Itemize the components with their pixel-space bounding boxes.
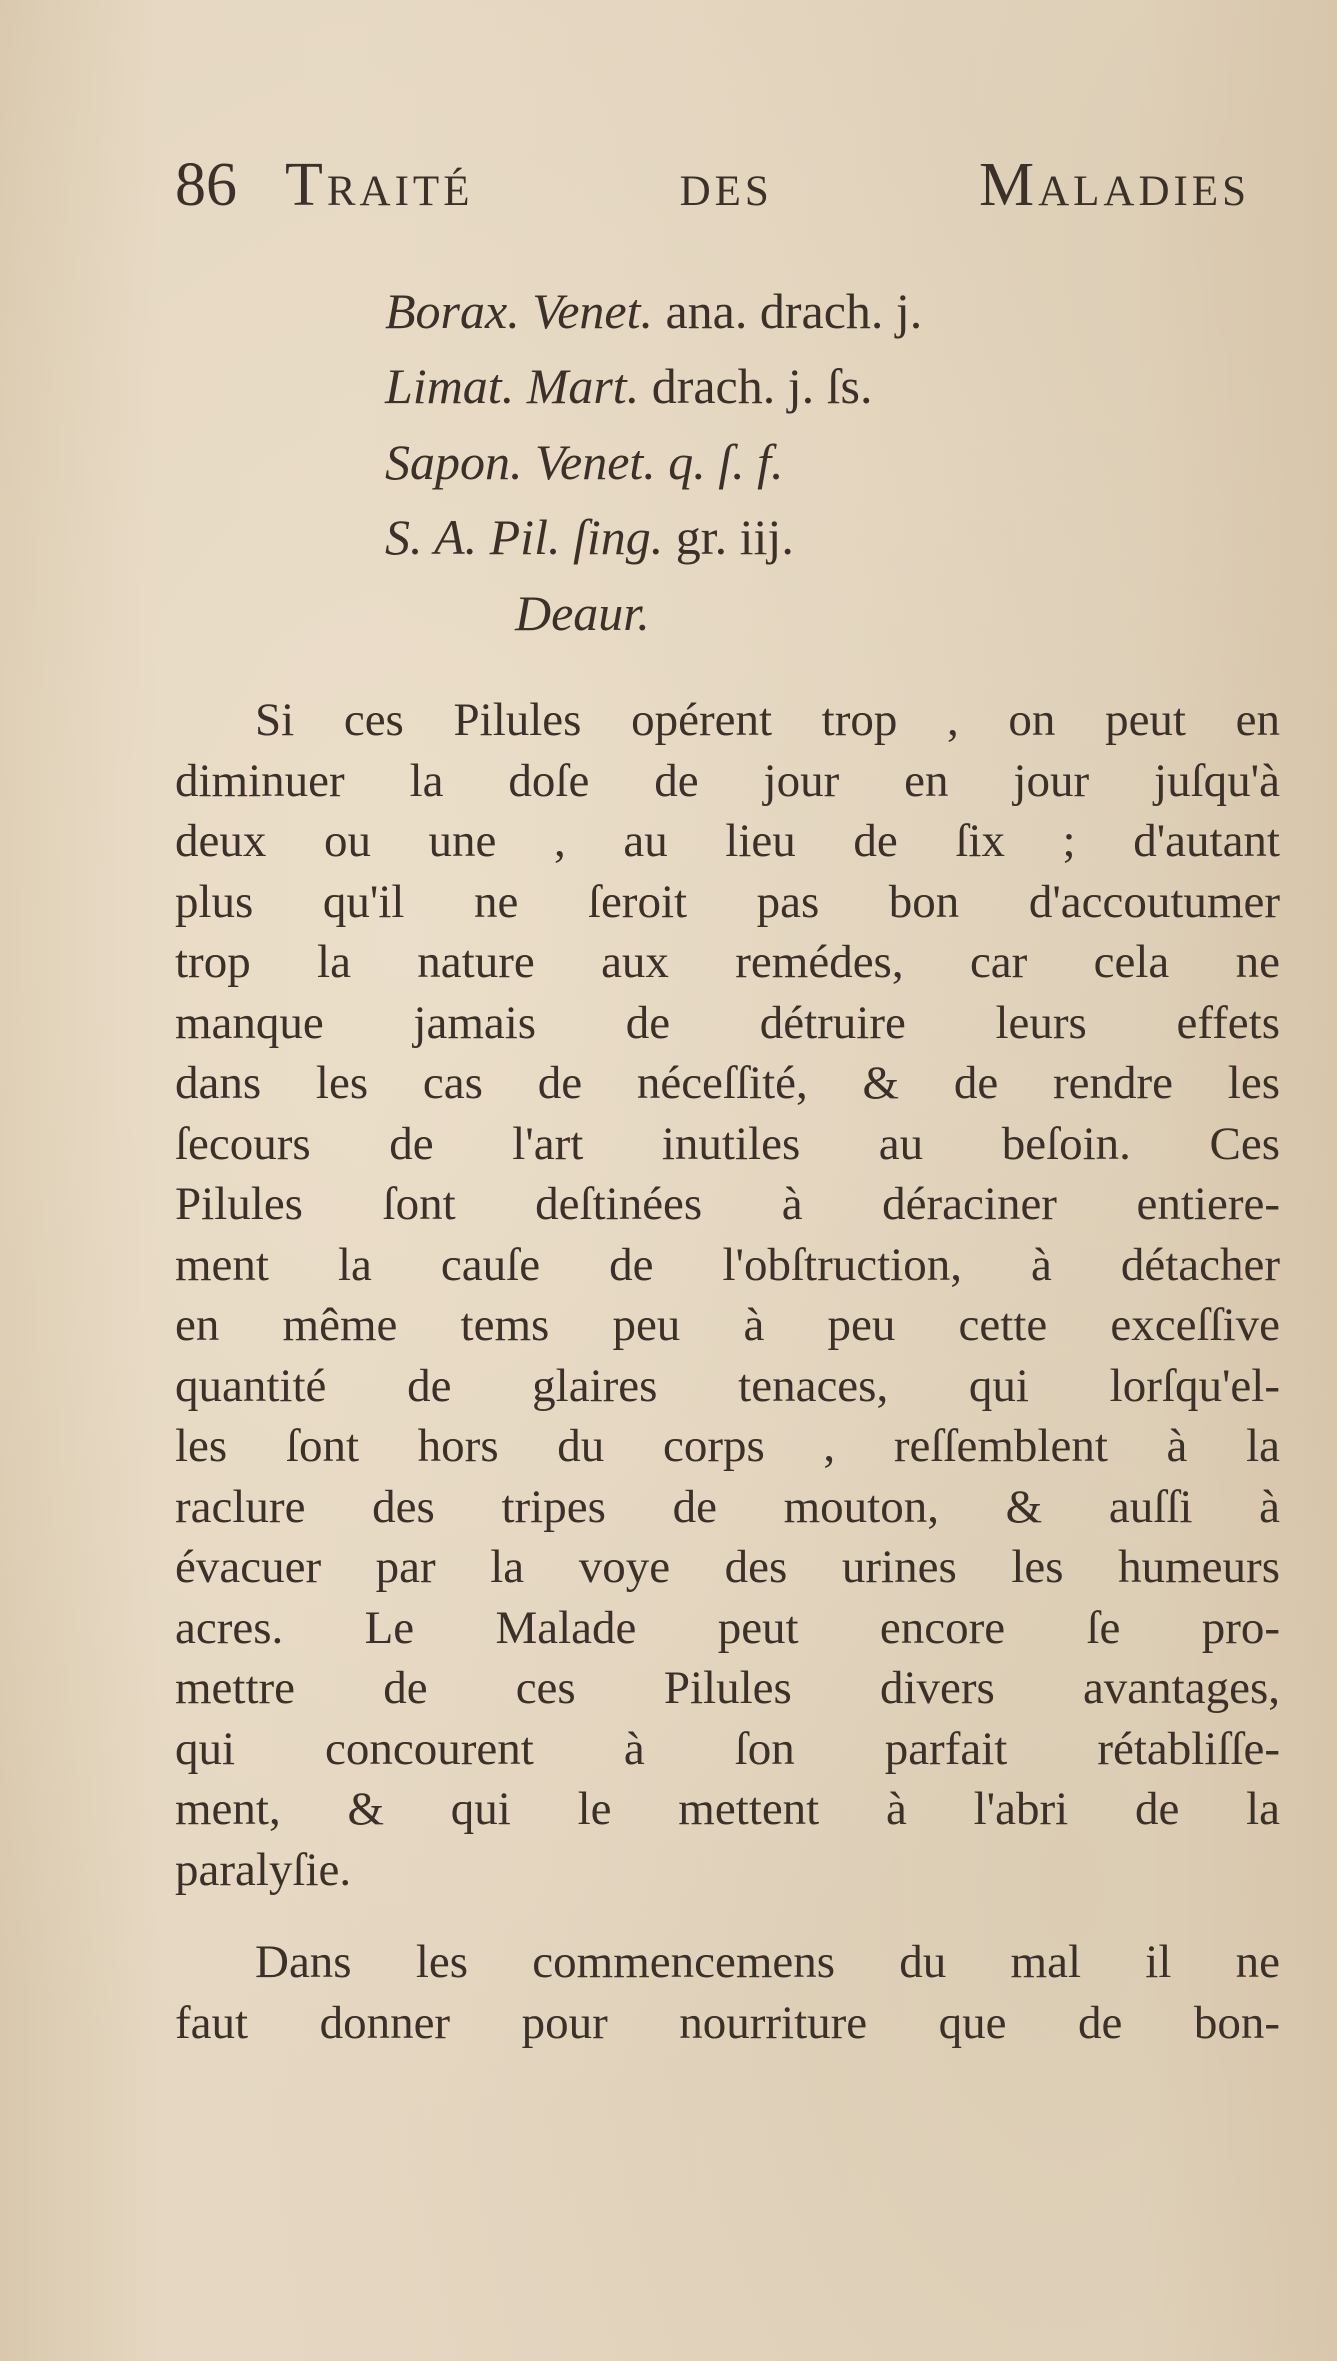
text-line: évacuer par la voye des urines les humeurs [175, 1541, 1280, 1593]
paragraph [175, 690, 1280, 1900]
text-line: manque jamais de détruire leurs effets [175, 996, 1280, 1049]
text-line: mettre de ces Pilules divers avantages, [175, 1662, 1280, 1714]
text-line: Dans les commencemens du mal il ne [255, 1936, 1280, 1988]
recipe-ingredient: Borax. Venet. [385, 283, 653, 339]
text-line: acres. Le Malade peut encore ſe pro- [175, 1601, 1280, 1654]
text-line: quantité de glaires tenaces, qui lorſqu'el- [175, 1359, 1280, 1412]
page-number: 86 [175, 151, 237, 219]
text-line: Pilules ſont deſtinées à déraciner entiere- [175, 1178, 1280, 1230]
recipe-ingredient: S. A. Pil. ſing. [385, 509, 664, 565]
body-text [175, 690, 1280, 2053]
text-line: trop la nature aux remédes, car cela ne [175, 936, 1280, 988]
text-line: en même tems peu à peu cette exceſſive [175, 1299, 1280, 1351]
text-line: dans les cas de néceſſité, & de rendre les [175, 1057, 1280, 1109]
text-line: Si ces Pilules opérent trop , on peut en [255, 694, 1280, 746]
recipe-dose: ana. drach. j. [652, 283, 923, 339]
recipe-line [385, 433, 784, 491]
text-line: raclure des tripes de mouton, & auſſi à [175, 1480, 1280, 1533]
recipe-line [385, 282, 922, 340]
text-line: ment la cauſe de l'obſtruction, à détacher [175, 1238, 1280, 1291]
recipe-ingredient: Sapon. Venet. q. ſ. f. [385, 434, 784, 490]
text-line: plus qu'il ne ſeroit pas bon d'accoutumer [175, 875, 1280, 928]
recipe-line [515, 584, 650, 642]
paragraph [175, 1932, 1280, 2053]
text-line: diminuer la doſe de jour en jour juſqu'à [175, 754, 1280, 807]
recipe-ingredient: Limat. Mart. [385, 358, 640, 414]
text-line: ſecours de l'art inutiles au beſoin. Ces [175, 1117, 1280, 1170]
text-line: deux ou une , au lieu de ſix ; d'autant [175, 815, 1280, 867]
running-header [175, 150, 1250, 221]
text-line: paralyſie. [175, 1843, 352, 1896]
text-line: les ſont hors du corps , reſſemblent à la [175, 1420, 1280, 1472]
recipe-line [385, 508, 794, 566]
text-line: ment, & qui le mettent à l'abri de la [175, 1783, 1280, 1835]
text-line: faut donner pour nourriture que de bon- [175, 1996, 1280, 2049]
recipe-ingredient: Deaur. [515, 585, 650, 641]
recipe-dose: drach. j. ſs. [639, 358, 873, 414]
running-title: Traité des Maladies [285, 151, 1250, 219]
text-line: qui concourent à ſon parfait rétabliſſe- [175, 1722, 1280, 1775]
recipe-dose: gr. iij. [663, 509, 794, 565]
recipe-line [385, 357, 872, 415]
